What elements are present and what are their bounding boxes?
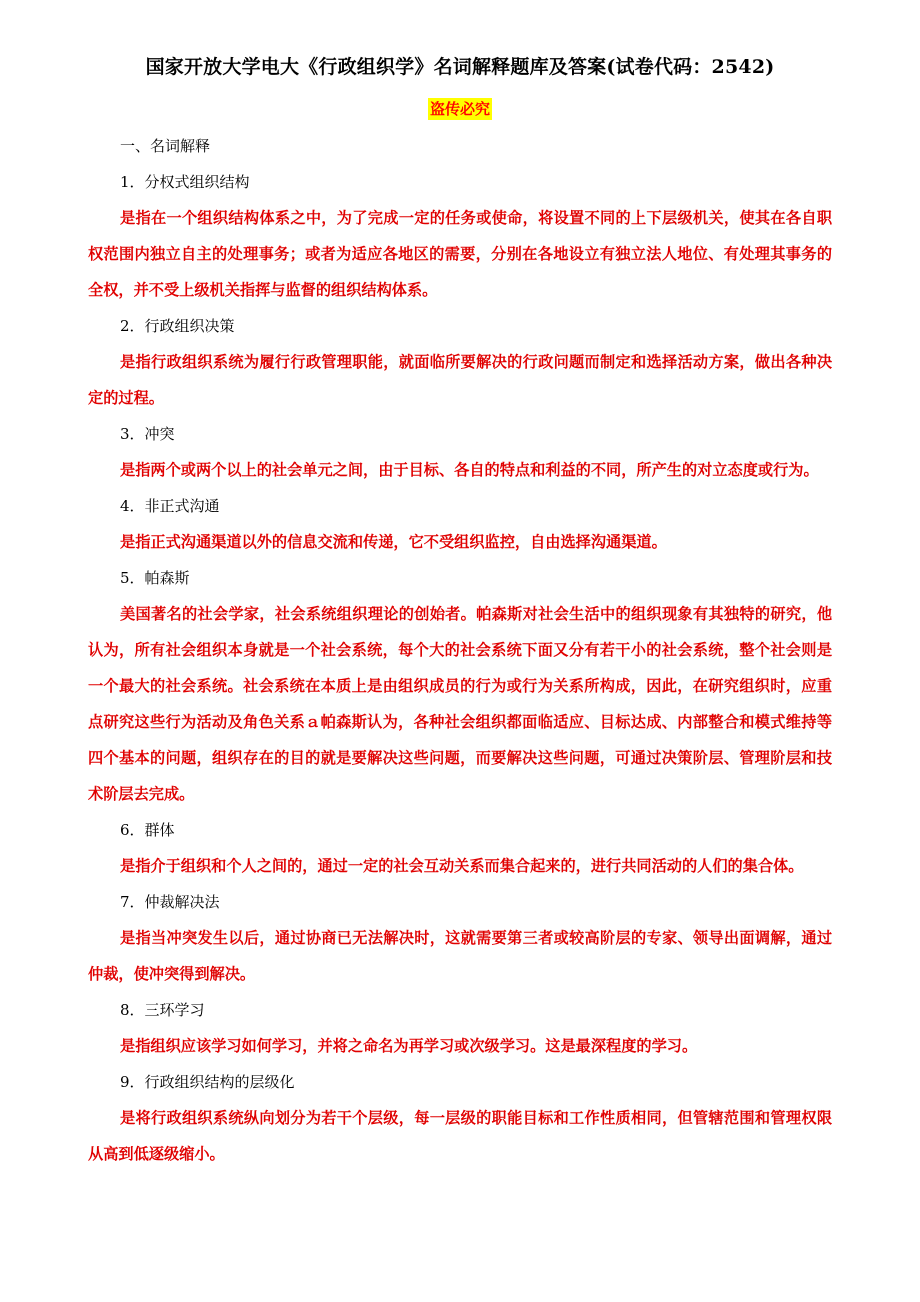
term-8: 8．三环学习 xyxy=(120,1001,205,1019)
term-2: 2．行政组织决策 xyxy=(120,317,235,335)
definition-7: 是指当冲突发生以后，通过协商已无法解决时，这就需要第三者或较高阶层的专家、领导出面调解，通过仲裁，使冲突得到解决。 xyxy=(88,929,832,983)
definition-6: 是指介于组织和个人之间的，通过一定的社会互动关系而集合起来的，进行共同活动的人们的集合体。 xyxy=(120,857,804,875)
definition-1: 是指在一个组织结构体系之中，为了完成一定的任务或使命，将设置不同的上下层级机关，使其在各自职权范围内独立自主的处理事务；或者为适应各地区的需要，分别在各地设立有独立法人地位、有处理其事务的全权，并不受上级机关指挥与监督的组织结构体系。 xyxy=(88,209,832,299)
term-5: 5．帕森斯 xyxy=(120,569,190,587)
definition-9: 是将行政组织系统纵向划分为若干个层级，每一层级的职能目标和工作性质相同，但管辖范围和管理权限从高到低逐级缩小。 xyxy=(88,1109,832,1163)
term-1: 1．分权式组织结构 xyxy=(120,173,250,191)
section-heading: 一、名词解释 xyxy=(120,137,211,155)
term-4: 4．非正式沟通 xyxy=(120,497,220,515)
term-7: 7．仲裁解决法 xyxy=(120,893,220,911)
definition-8: 是指组织应该学习如何学习，并将之命名为再学习或次级学习。这是最深程度的学习。 xyxy=(120,1037,698,1055)
definition-3: 是指两个或两个以上的社会单元之间，由于目标、各自的特点和利益的不同，所产生的对立态度或行为。 xyxy=(120,461,819,479)
definition-2: 是指行政组织系统为履行行政管理职能，就面临所要解决的行政问题而制定和选择活动方案，做出各种决定的过程。 xyxy=(88,353,832,407)
definition-4: 是指正式沟通渠道以外的信息交流和传递，它不受组织监控，自由选择沟通渠道。 xyxy=(120,533,667,551)
watermark-container xyxy=(0,98,920,120)
term-6: 6．群体 xyxy=(120,821,175,839)
document-title: 国家开放大学电大《行政组织学》名词解释题库及答案(试卷代码：2542) xyxy=(145,56,775,78)
document-body xyxy=(88,136,832,1180)
watermark-label: 盗传必究 xyxy=(429,100,490,118)
term-9: 9．行政组织结构的层级化 xyxy=(120,1073,295,1091)
definition-5: 美国著名的社会学家，社会系统组织理论的创始者。帕森斯对社会生活中的组织现象有其独特的研究，他认为，所有社会组织本身就是一个社会系统，每个大的社会系统下面又分有若干小的社会系统，整个社会则是一个最大的社会系统。社会系统在本质上是由组织成员的行为或行为关系所构成，因此，在研究组织时，应重点研究这些行为活动及角色关系ａ帕森斯认为，各种社会组织都面临适应、目标达成、内部整合和模式维持等四个基本的问题，组织存在的目的就是要解决这些问题，而要解决这些问题，可通过决策阶层、管理阶层和技术阶层去完成。 xyxy=(88,605,832,803)
term-3: 3．冲突 xyxy=(120,425,175,443)
